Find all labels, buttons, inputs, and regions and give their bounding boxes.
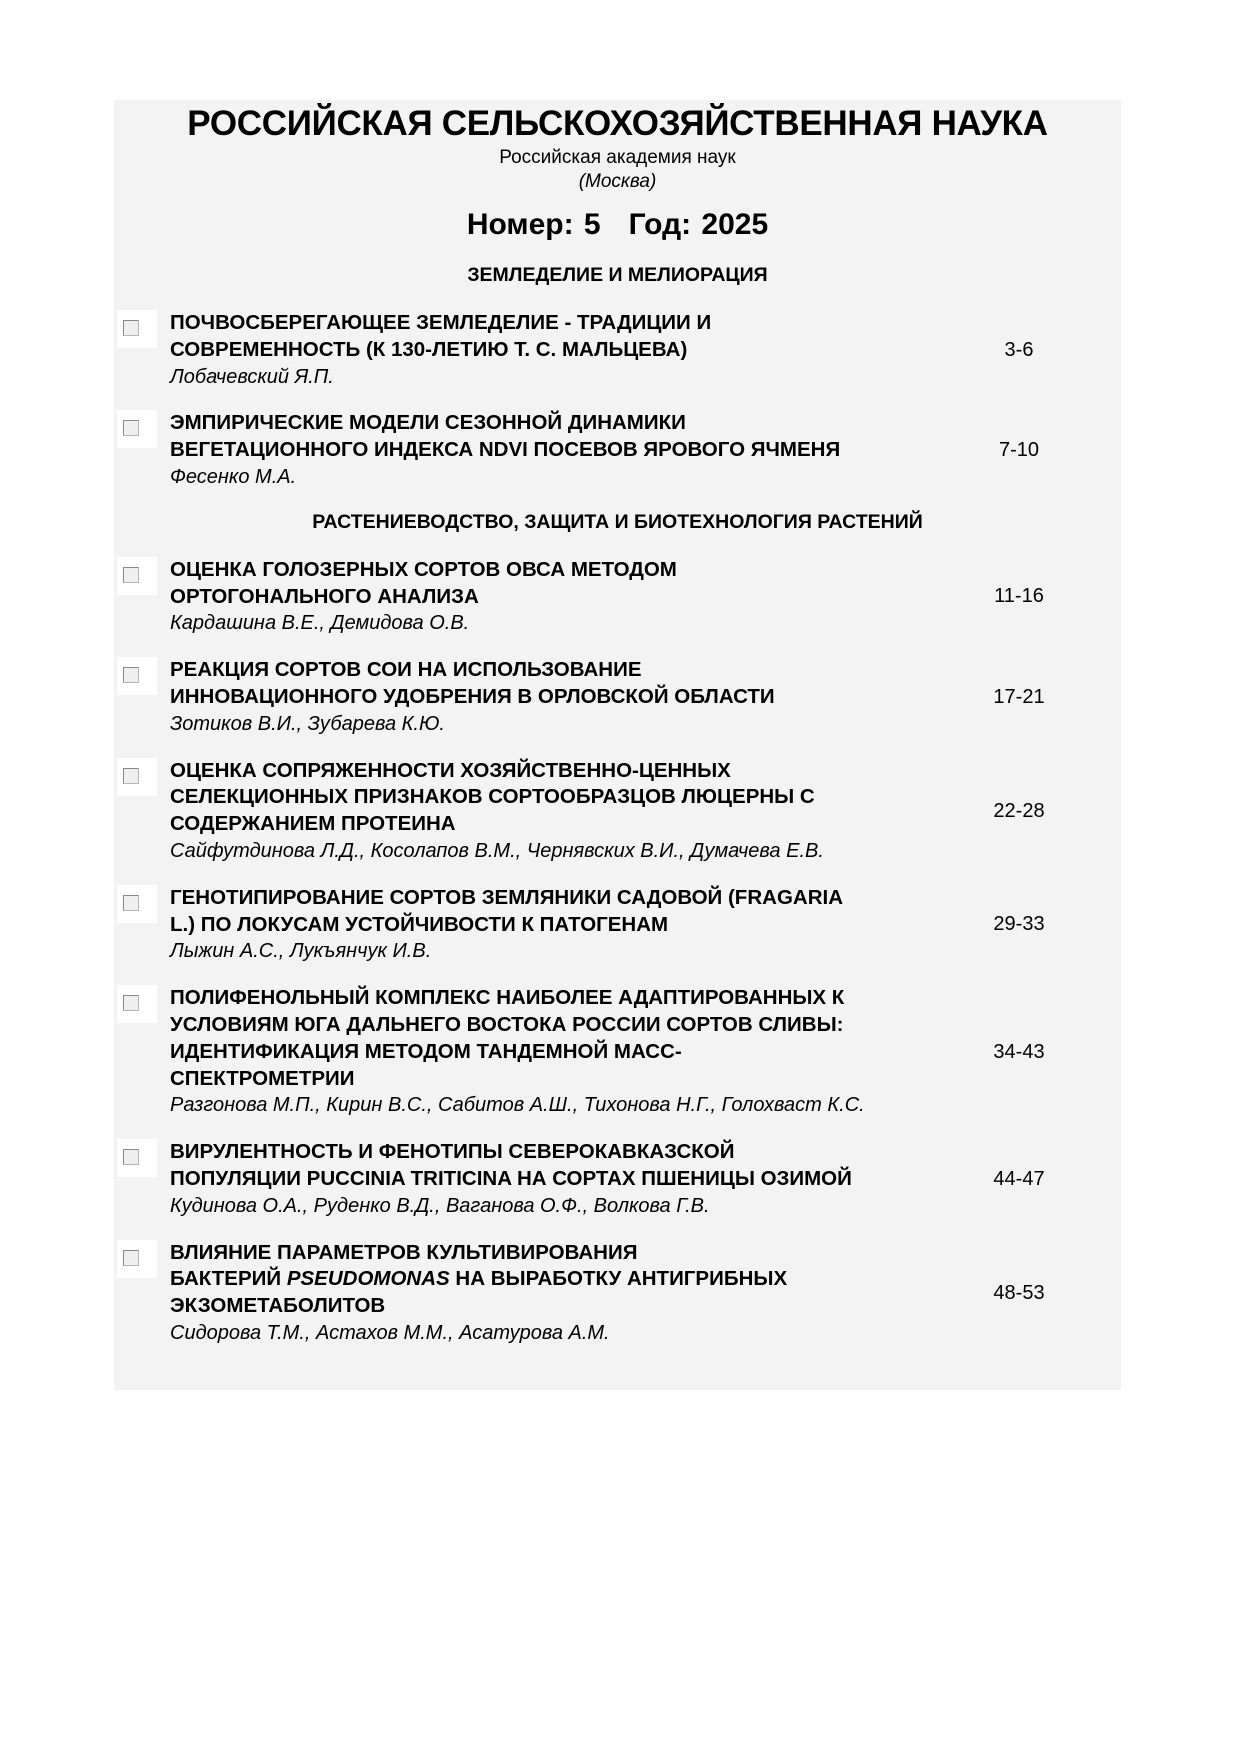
section-articles [114,557,1121,1347]
article-pages: 3-6 [1004,338,1034,361]
article-title-line: ОЦЕНКА СОПРЯЖЕННОСТИ ХОЗЯЙСТВЕННО-ЦЕННЫХ [170,758,731,782]
section-heading: ЗЕМЛЕДЕЛИЕ И МЕЛИОРАЦИЯ [467,264,768,286]
article-pages: 44-47 [993,1167,1045,1190]
article-title-line: ЭМПИРИЧЕСКИЕ МОДЕЛИ СЕЗОННОЙ ДИНАМИКИ [170,411,686,435]
article-authors: Зотиков В.И., Зубарева К.Ю. [170,712,445,735]
article-details [170,758,930,865]
article-title[interactable] [170,758,930,838]
article-title-line: ИННОВАЦИОННОГО УДОБРЕНИЯ В ОРЛОВСКОЙ ОБЛАСТИ [170,684,775,708]
section-heading: РАСТЕНИЕВОДСТВО, ЗАЩИТА И БИОТЕХНОЛОГИЯ РАСТЕНИЙ [312,510,923,533]
article-pages: 48-53 [993,1281,1045,1304]
article-entry [114,1240,1121,1347]
article-title-line: ПОПУЛЯЦИИ PUCCINIA TRITICINA НА СОРТАХ ПШЕНИЦЫ ОЗИМОЙ [170,1166,852,1190]
issue-year: Год: 2025 [628,208,769,241]
checkbox-icon[interactable] [117,557,157,595]
article-authors: Лобачевский Я.П. [170,365,334,388]
article-pages: 7-10 [998,439,1040,462]
article-title-line: СОВРЕМЕННОСТЬ (К 130-ЛЕТИЮ Т. С. МАЛЬЦЕВА) [170,337,688,361]
issue-number: Номер: 5 [466,208,601,241]
checkbox-icon[interactable] [117,885,157,923]
publisher: Российская академия наук [499,147,736,168]
article-title-line: ОРТОГОНАЛЬНОГО АНАЛИЗА [170,584,479,608]
section-articles [114,310,1121,491]
article-pages: 29-33 [993,913,1045,936]
article-authors: Кудинова О.А., Руденко В.Д., Ваганова О.Ф., Волкова Г.В. [170,1194,710,1217]
article-entry [114,657,1121,737]
article-entry [114,758,1121,865]
article-details [170,1240,930,1347]
checkbox-icon[interactable] [117,657,157,695]
article-title-line: СПЕКТРОМЕТРИИ [170,1066,355,1090]
table-of-contents [114,100,1121,1390]
article-title-line: РЕАКЦИЯ СОРТОВ СОИ НА ИСПОЛЬЗОВАНИЕ [170,658,642,682]
article-title[interactable] [170,885,930,939]
journal-title: РОССИЙСКАЯ СЕЛЬСКОХОЗЯЙСТВЕННАЯ НАУКА [187,104,1048,143]
article-title-line: ПОЛИФЕНОЛЬНЫЙ КОМПЛЕКС НАИБОЛЕЕ АДАПТИРОВАННЫХ К [170,986,845,1010]
article-title[interactable] [170,1139,930,1193]
article-authors: Кардашина В.Е., Демидова О.В. [170,612,470,635]
article-authors: Сидорова Т.М., Астахов М.М., Асатурова А.М. [170,1321,610,1344]
article-title[interactable] [170,310,930,364]
article-pages: 34-43 [993,1040,1045,1063]
sections [114,262,1121,1347]
article-details [170,410,930,490]
journal-header [114,104,1121,244]
article-title-line: L.) ПО ЛОКУСАМ УСТОЙЧИВОСТИ К ПАТОГЕНАМ [170,912,669,936]
article-title[interactable] [170,657,930,711]
article-authors: Разгонова М.П., Кирин В.С., Сабитов А.Ш., Тихонова Н.Г., Голохваст К.С. [170,1094,865,1117]
checkbox-icon[interactable] [117,1139,157,1177]
article-title-line: СОДЕРЖАНИЕМ ПРОТЕИНА [170,812,456,836]
article-title[interactable] [170,1240,930,1320]
issue-info [114,206,1121,244]
article-title-line: ЭКЗОМЕТАБОЛИТОВ [170,1294,386,1318]
article-pages: 22-28 [993,799,1045,822]
article-title-line: ОЦЕНКА ГОЛОЗЕРНЫХ СОРТОВ ОВСА МЕТОДОМ [170,557,677,581]
article-title-line: ВИРУЛЕНТНОСТЬ И ФЕНОТИПЫ СЕВЕРОКАВКАЗСКОЙ [170,1140,735,1164]
article-pages: 11-16 [994,585,1044,608]
article-authors: Сайфутдинова Л.Д., Косолапов В.М., Чернявских В.И., Думачева Е.В. [170,839,824,862]
checkbox-icon[interactable] [117,1240,157,1278]
article-title-line: ПОЧВОСБЕРЕГАЮЩЕЕ ЗЕМЛЕДЕЛИЕ - ТРАДИЦИИ И [170,311,712,334]
article-authors: Фесенко М.А. [170,465,297,488]
title-segment: БАКТЕРИЙ [170,1267,287,1291]
article-title-line: ГЕНОТИПИРОВАНИЕ СОРТОВ ЗЕМЛЯНИКИ САДОВОЙ (FRAGARIA [170,885,843,909]
checkbox-icon[interactable] [117,410,157,448]
article-title[interactable] [170,985,930,1092]
article-title-line [170,1266,930,1293]
article-pages: 17-21 [993,685,1045,708]
checkbox-icon[interactable] [117,310,157,348]
article-details [170,885,930,965]
city: (Москва) [578,171,657,192]
article-authors: Лыжин А.С., Лукъянчук И.В. [170,940,432,963]
article-title[interactable] [170,557,930,611]
article-details [170,985,930,1119]
title-segment: НА ВЫРАБОТКУ АНТИГРИБНЫХ [449,1267,788,1291]
article-entry [114,1139,1121,1219]
article-details [170,657,930,737]
article-title-line: СЕЛЕКЦИОННЫХ ПРИЗНАКОВ СОРТООБРАЗЦОВ ЛЮЦЕРНЫ С [170,785,815,809]
article-title[interactable] [170,410,930,464]
article-entry [114,557,1121,637]
article-entry [114,985,1121,1119]
article-details [170,557,930,637]
article-title-line: ВЕГЕТАЦИОННОГО ИНДЕКСА NDVI ПОСЕВОВ ЯРОВОГО ЯЧМЕНЯ [170,438,841,462]
article-title-line: ИДЕНТИФИКАЦИЯ МЕТОДОМ ТАНДЕМНОЙ МАСС- [170,1039,682,1063]
article-entry [114,410,1121,490]
article-details [170,1139,930,1219]
italic-title-segment: PSEUDOMONAS [286,1267,450,1291]
checkbox-icon[interactable] [117,758,157,796]
article-title-line: ВЛИЯНИЕ ПАРАМЕТРОВ КУЛЬТИВИРОВАНИЯ [170,1240,638,1264]
article-details [170,310,930,390]
article-entry [114,310,1121,390]
article-title-line: УСЛОВИЯМ ЮГА ДАЛЬНЕГО ВОСТОКА РОССИИ СОРТОВ СЛИВЫ: [170,1012,844,1036]
article-entry [114,885,1121,965]
checkbox-icon[interactable] [117,985,157,1023]
